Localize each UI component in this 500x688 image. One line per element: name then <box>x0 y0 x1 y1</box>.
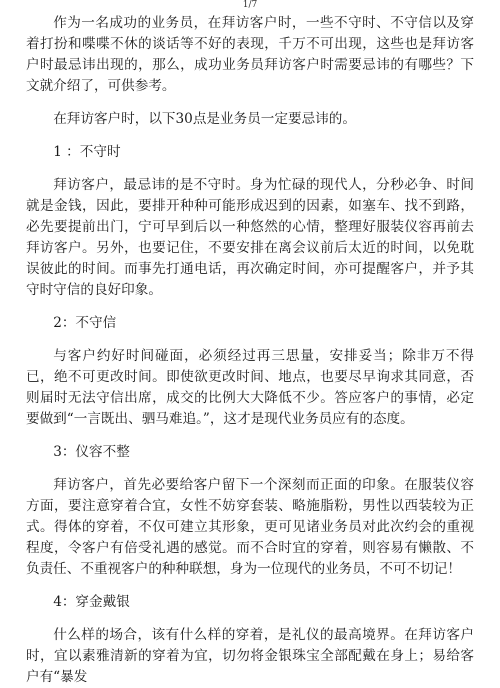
intro-paragraph: 作为一名成功的业务员，在拜访客户时，一些不守时、不守信以及穿着打扮和喋喋不休的谈话等不好的表现，千万不可出现，这些也是拜访客户时最忌讳出现的，那么，成功业务员拜访客户时需要忌讳的有哪些？下文就介绍了，可供参考。 <box>26 15 474 94</box>
page-number: 1/7 <box>242 0 258 10</box>
section-body-1: 拜访客户，最忌讳的是不守时。身为忙碌的现代人，分秒必争、时间就是金钱，因此，要排开种种可能形成迟到的因素，如塞车、找不到路，必先要提前出门，宁可早到后以一种悠然的心情，整理好服装仪容再前去拜访客户。另外，也要记住，不要安排在离会议前后太近的时间，以免耽误彼此的时间。而事先打通电话，再次确定时间，亦可提醒客户，并予其守时守信的良好印象。 <box>26 177 474 298</box>
section-heading-1: 1 ：不守时 <box>53 144 121 160</box>
section-heading-3: 3：仪容不整 <box>53 444 130 460</box>
section-body-3: 拜访客户，首先必要给客户留下一个深刻而正面的印象。在服装仪容方面，要注意穿着合宜，女性不妨穿套装、略施脂粉，男性以西装较为正式。得体的穿着，不仅可建立其形象，更可见诸业务员对此次约会的重视程度，令客户有倍受礼遇的感觉。而不合时宜的穿着，则容易有懒散、不负责任、不重视客户的种种联想，身为一位现代的业务员，不可不切记！ <box>26 477 474 577</box>
section-heading-4: 4：穿金戴银 <box>53 594 130 610</box>
section-heading-2: 2：不守信 <box>53 315 117 331</box>
summary-paragraph: 在拜访客户时，以下30点是业务员一定要忌讳的。 <box>53 111 356 127</box>
document-body <box>26 13 474 688</box>
section-body-2: 与客户约好时间碰面，必须经过再三思量，安排妥当；除非万不得已，绝不可更改时间。即使欲更改时间、地点，也要尽早询求其同意，否则届时无法守信出席，成交的比例大大降低不少。答应客户的事情，必定要做到“一言既出、驷马难追。”，这才是现代业务员应有的态度。 <box>26 348 474 427</box>
section-body-4: 什么样的场合，该有什么样的穿着，是礼仪的最高境界。在拜访客户时，宜以素雅清新的穿着为宜，切勿将金银珠宝全部配戴在身上；易给客户有“暴发 <box>26 627 474 685</box>
